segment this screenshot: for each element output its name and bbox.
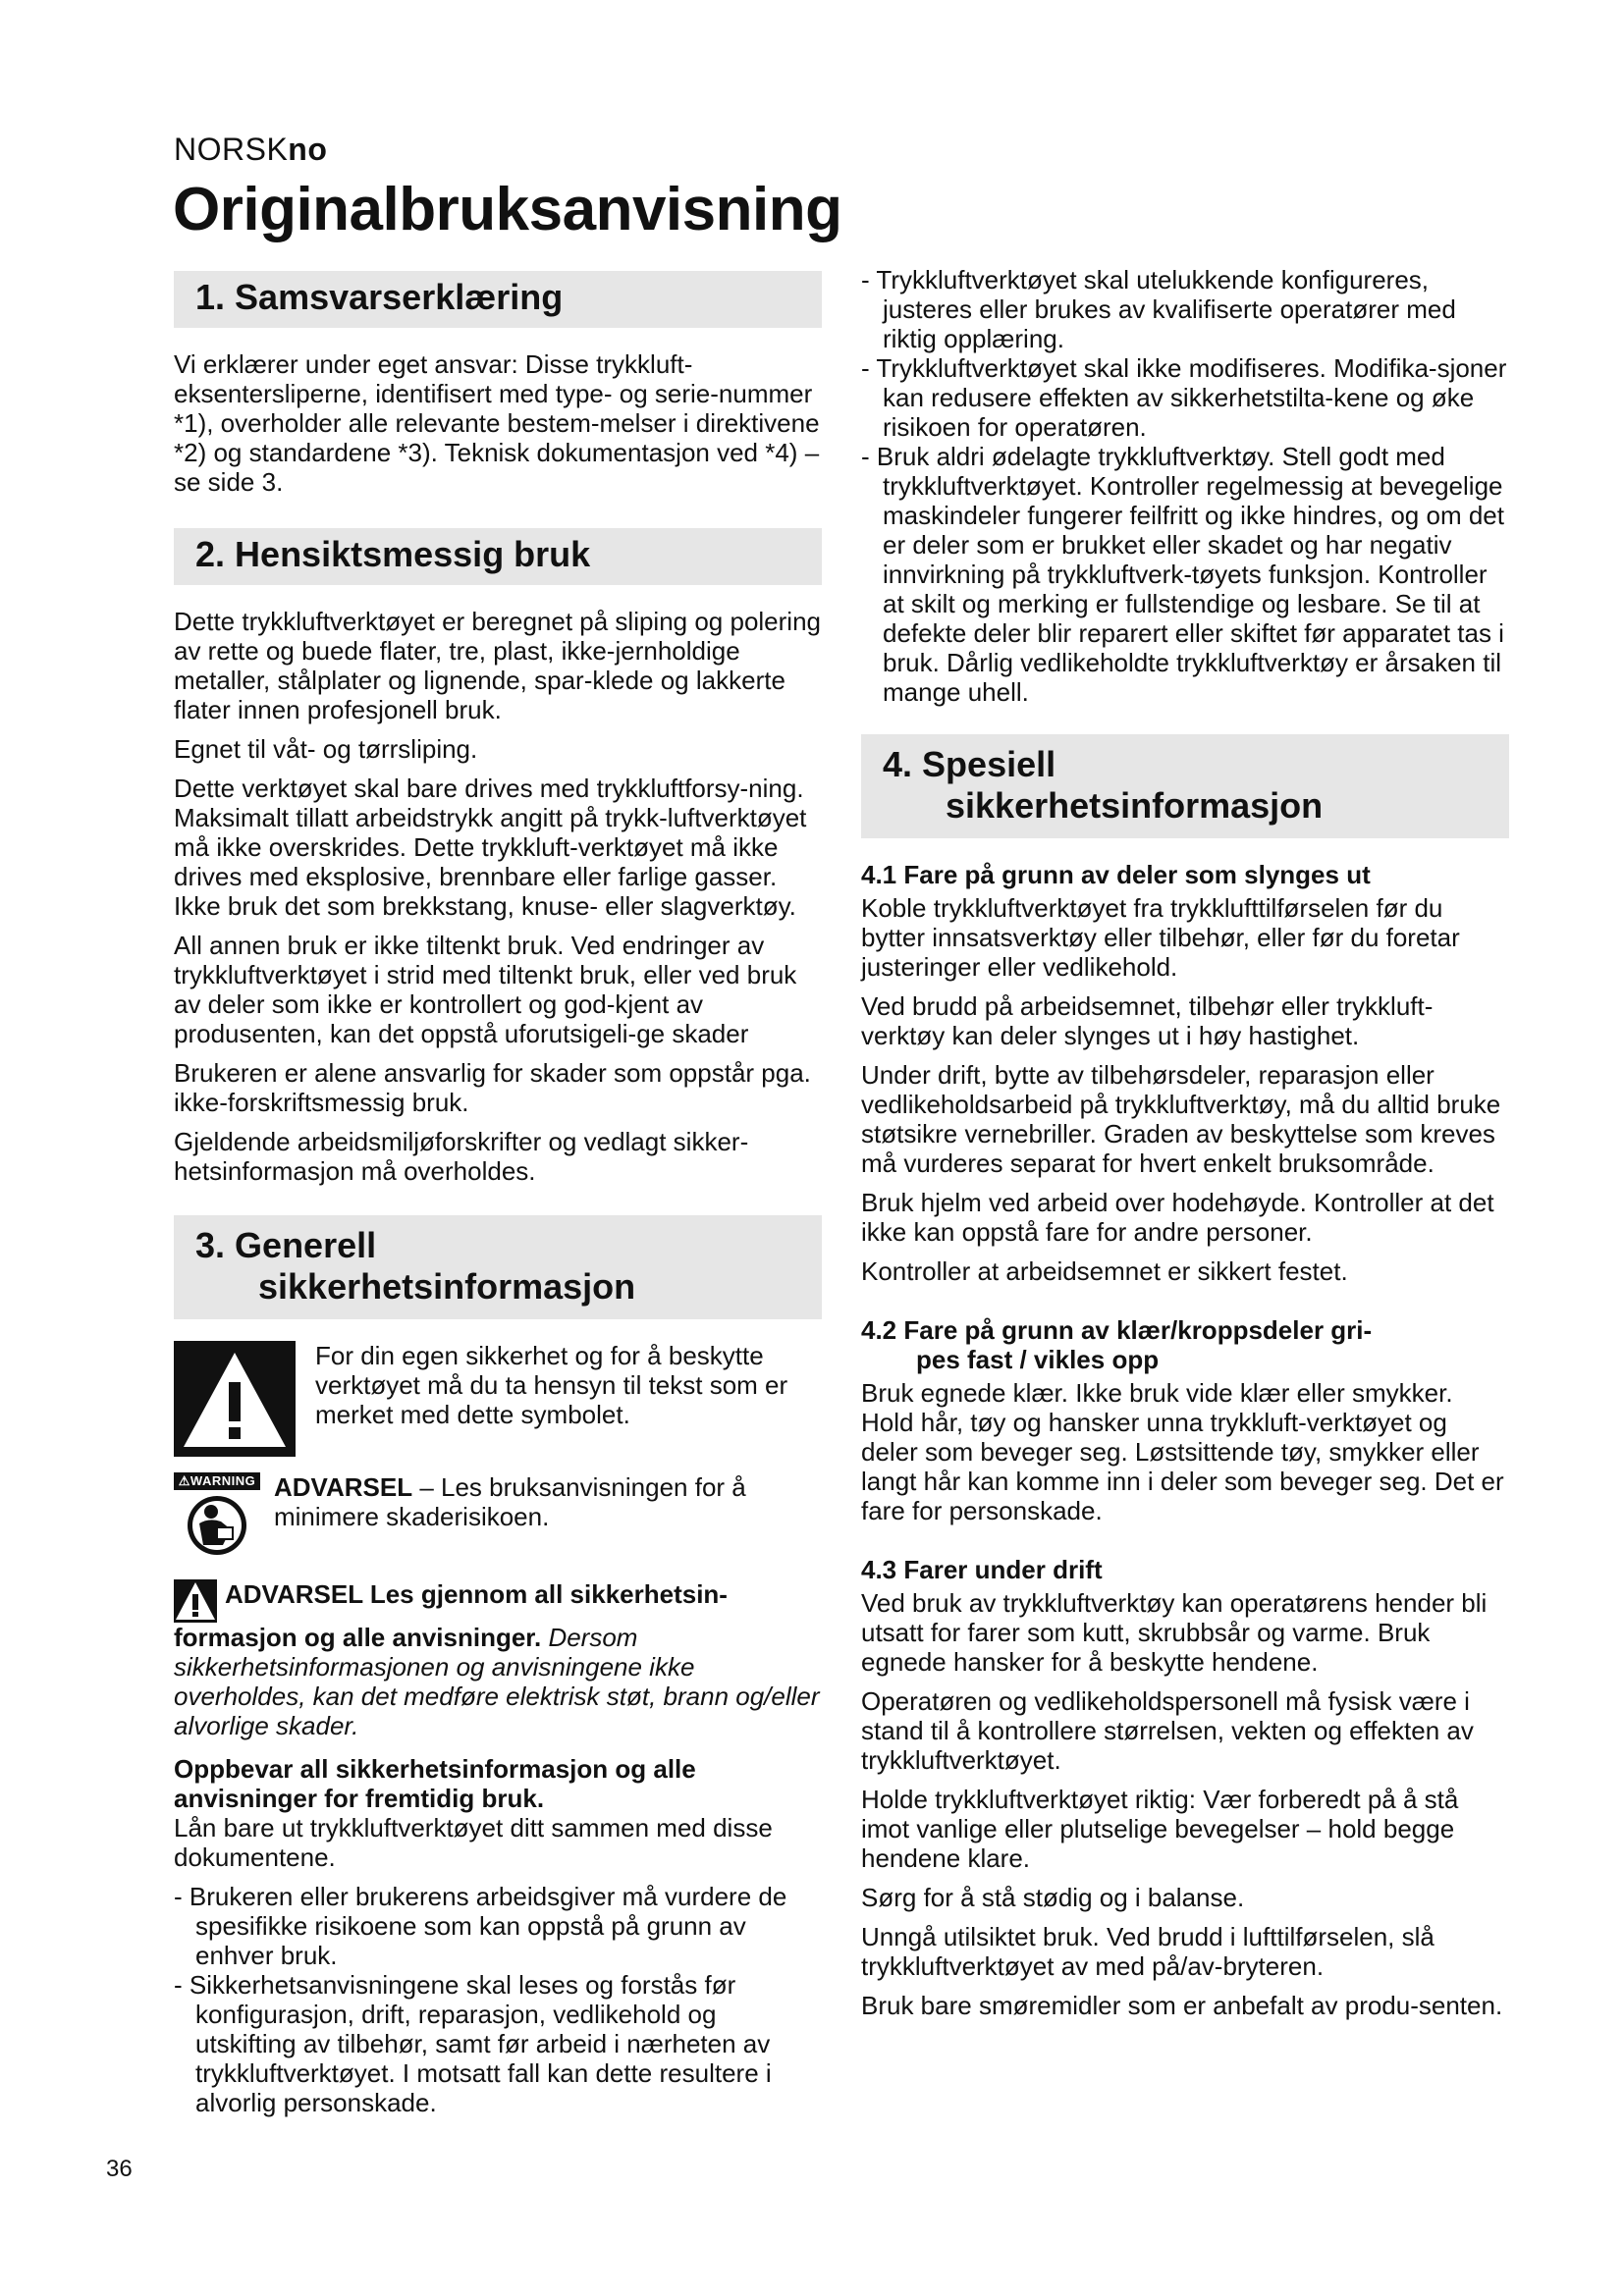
keep-instructions-bold: Oppbevar all sikkerhetsinformasjon og alle anvisninger for fremtidig bruk.: [174, 1754, 696, 1813]
subsection-4-1-paragraph-1: Koble trykkluftverktøyet fra trykklufttilførselen før du bytter innsatsverktøy eller tilbehør, eller før du foretar justeringer eller vedlikehold.: [861, 893, 1460, 982]
list-item: - Bruk aldri ødelagte trykkluftverktøy. Stell godt med trykkluftverktøyet. Kontroller regelmessig at bevegelige maskindeler fungerer feilfritt og ikke hindres, og om det er deler som er brukket eller skadet og har negativ innvirkning på trykkluftverk-tøyets funksjon. Kontroller at skilt og merking er fullstendige og lesbare. Se til at defekte deler blir reparert eller skiftet før apparatet tas i bruk. Dårlig vedlikeholdte trykkluftverktøy er årsaken til mange uhell.: [861, 442, 1504, 707]
subsection-4-3-paragraph-6: Bruk bare smøremidler som er anbefalt av produ-senten.: [861, 1991, 1503, 2020]
warning-triangle-icon: [174, 1341, 296, 1457]
document-title: Originalbruksanvisning: [173, 176, 842, 243]
section-2-heading: [174, 528, 822, 585]
subsection-4-2-heading: [861, 1315, 1509, 1374]
safety-symbol-text: For din egen sikkerhet og for å beskytte verktøyet må du ta hensyn til tekst som er merket med dette symbolet.: [315, 1341, 788, 1429]
section-1-heading: [174, 271, 822, 328]
subsection-4-1-heading: 4.1 Fare på grunn av deler som slynges ut: [861, 860, 1371, 889]
subsection-4-3-paragraph-5: Unngå utilsiktet bruk. Ved brudd i lufttilførselen, slå trykkluftverktøyet av med på/av-bryteren.: [861, 1922, 1435, 1981]
language-name: NORSK: [174, 132, 289, 167]
keep-instructions-heading: [174, 1754, 822, 1813]
section-4-title-line1: Spesiell: [922, 744, 1056, 784]
section-3-title-line2: sikkerhetsinformasjon: [258, 1266, 636, 1307]
language-code: no: [288, 132, 328, 167]
advarsel-read-manual-text: [274, 1472, 822, 1531]
subsection-4-1-paragraph-2: Ved brudd på arbeidsemnet, tilbehør eller trykkluft-verktøy kan deler slynges ut i høy hastighet.: [861, 991, 1434, 1050]
page-number: 36: [106, 2156, 133, 2182]
read-manual-icon: [174, 1472, 260, 1564]
safety-symbol-row: [174, 1341, 822, 1457]
keep-instructions-text: Lån bare ut trykkluftverktøyet ditt sammen med disse dokumentene.: [174, 1813, 773, 1872]
section-2-paragraph-4: All annen bruk er ikke tiltenkt bruk. Ved endringer av trykkluftverktøyet i strid med tiltenkt bruk, eller ved bruk av deler som ikke er kontrollert og god-kjent av produsenten, kan det oppstå uforutsigeli-ge skader: [174, 931, 797, 1048]
subsection-4-3-paragraph-3: Holde trykkluftverktøyet riktig: Vær forberedt på å stå imot vanlige eller plutselige bevegelser – hold begge hendene klare.: [861, 1785, 1459, 1873]
subsection-4-2-heading-line2: pes fast / vikles opp: [916, 1345, 1160, 1374]
subsection-4-1-paragraph-4: Bruk hjelm ved arbeid over hodehøyde. Kontroller at det ikke kan oppstå fare for andre personer.: [861, 1188, 1494, 1247]
right-column: [861, 265, 1509, 2030]
section-1-title: Samsvarserklæring: [235, 277, 564, 317]
list-item: - Trykkluftverktøyet skal utelukkende konfigureres, justeres eller brukes av kvalifiserte operatører med riktig opplæring.: [861, 265, 1456, 353]
section-3-title-line1: Generell: [235, 1225, 377, 1265]
language-label: [174, 132, 327, 168]
subsection-4-2-heading-line1: 4.2 Fare på grunn av klær/kroppsdeler gri-: [861, 1315, 1373, 1345]
advarsel-general-warning: [174, 1579, 822, 1740]
section-3-heading: [174, 1215, 822, 1319]
section-4-title-line2: sikkerhetsinformasjon: [946, 785, 1324, 826]
section-2-paragraph-6: Gjeldende arbeidsmiljøforskrifter og vedlagt sikker-hetsinformasjon må overholdes.: [174, 1127, 749, 1186]
advarsel-read-manual-body: – Les bruksanvisningen for å minimere skaderisikoen.: [274, 1472, 746, 1531]
section-2-paragraph-3: Dette verktøyet skal bare drives med trykkluftforsy-ning. Maksimalt tillatt arbeidstrykk angitt på trykk-luftverktøyet må ikke overskrides. Dette trykkluft-verktøyet må ikke drives med eksplosive, brennbare eller farlige gasser. Ikke bruk det som brekkstang, knuse- eller slagverktøy.: [174, 774, 807, 921]
subsection-4-1-paragraph-3: Under drift, bytte av tilbehørsdeler, reparasjon eller vedlikeholdsarbeid på trykkluftverktøy, må du alltid bruke støtsikre vernebriller. Graden av beskyttelse som kreves må vurderes separat for hvert enkelt bruksområde.: [861, 1060, 1501, 1178]
section-3-number: 3.: [195, 1225, 226, 1265]
subsection-4-3-paragraph-4: Sørg for å stå stødig og i balanse.: [861, 1883, 1245, 1912]
subsection-4-3-paragraph-2: Operatøren og vedlikeholdspersonell må fysisk være i stand til å kontrollere størrelsen, vekten og effekten av trykkluftverktøyet.: [861, 1686, 1474, 1775]
warning-label: ⚠WARNING: [174, 1472, 260, 1490]
section-3-list-right: [861, 265, 1509, 707]
list-item: - Trykkluftverktøyet skal ikke modifiseres. Modifika-sjoner kan redusere effekten av sikkerhetstilta-kene og øke risikoen for operatøren.: [861, 353, 1507, 442]
section-2-paragraph-2: Egnet til våt- og tørrsliping.: [174, 734, 478, 764]
section-4-number: 4.: [883, 744, 913, 784]
subsection-4-1-paragraph-5: Kontroller at arbeidsemnet er sikkert festet.: [861, 1256, 1348, 1286]
subsection-4-3-paragraph-1: Ved bruk av trykkluftverktøy kan operatørens hender bli utsatt for farer som kutt, skrubbsår og varme. Bruk egnede hansker for å beskytte hendene.: [861, 1588, 1488, 1677]
section-2-paragraph-1: Dette trykkluftverktøyet er beregnet på sliping og polering av rette og buede flater, tre, plast, ikke-jernholdige metaller, stålplater og lignende, spar-klede og lakkerte flater innen profesjonell bruk.: [174, 607, 822, 724]
subsection-4-3-heading: 4.3 Farer under drift: [861, 1555, 1103, 1584]
section-1-paragraph: Vi erklærer under eget ansvar: Disse trykkluft-eksentersliperne, identifisert med type- og serie-nummer *1), overholder alle relevante bestem-melser i direktivene *2) og standardene *3). Teknisk dokumentasjon ved *4) – se side 3.: [174, 349, 820, 497]
advarsel-label: ADVARSEL: [274, 1472, 413, 1502]
advarsel-general-bold: ADVARSEL Les gjennom all sikkerhetsin-formasjon og alle anvisninger.: [174, 1579, 728, 1652]
small-warning-triangle-icon: [174, 1579, 217, 1623]
section-2-title: Hensiktsmessig bruk: [235, 534, 591, 574]
section-2-paragraph-5: Brukeren er alene ansvarlig for skader som oppstår pga. ikke-forskriftsmessig bruk.: [174, 1058, 811, 1117]
section-2-number: 2.: [195, 534, 226, 574]
section-3-list-left: [174, 1882, 822, 2117]
subsection-4-2-paragraph: Bruk egnede klær. Ikke bruk vide klær eller smykker. Hold hår, tøy og hansker unna trykkluft-verktøyet og deler som beveger seg. Løstsittende tøy, smykker eller langt hår kan komme inn i deler som beveger seg. Det er fare for personskade.: [861, 1378, 1504, 1525]
section-1-number: 1.: [195, 277, 226, 317]
left-column: [174, 265, 822, 2127]
advarsel-general-italic: Dersom sikkerhetsinformasjonen og anvisningene ikke overholdes, kan det medføre elektrisk støt, brann og/eller alvorlige skader.: [174, 1623, 820, 1740]
section-4-heading: [861, 734, 1509, 838]
advarsel-read-manual-row: [174, 1472, 822, 1564]
list-item: - Brukeren eller brukerens arbeidsgiver må vurdere de spesifikke risikoene som kan oppstå på grunn av enhver bruk.: [174, 1882, 787, 1970]
list-item: - Sikkerhetsanvisningene skal leses og forstås før konfigurasjon, drift, reparasjon, vedlikehold og utskifting av tilbehør, samt før arbeid i nærheten av trykkluftverktøyet. I motsatt fall kan dette resultere i alvorlig personskade.: [174, 1970, 772, 2117]
